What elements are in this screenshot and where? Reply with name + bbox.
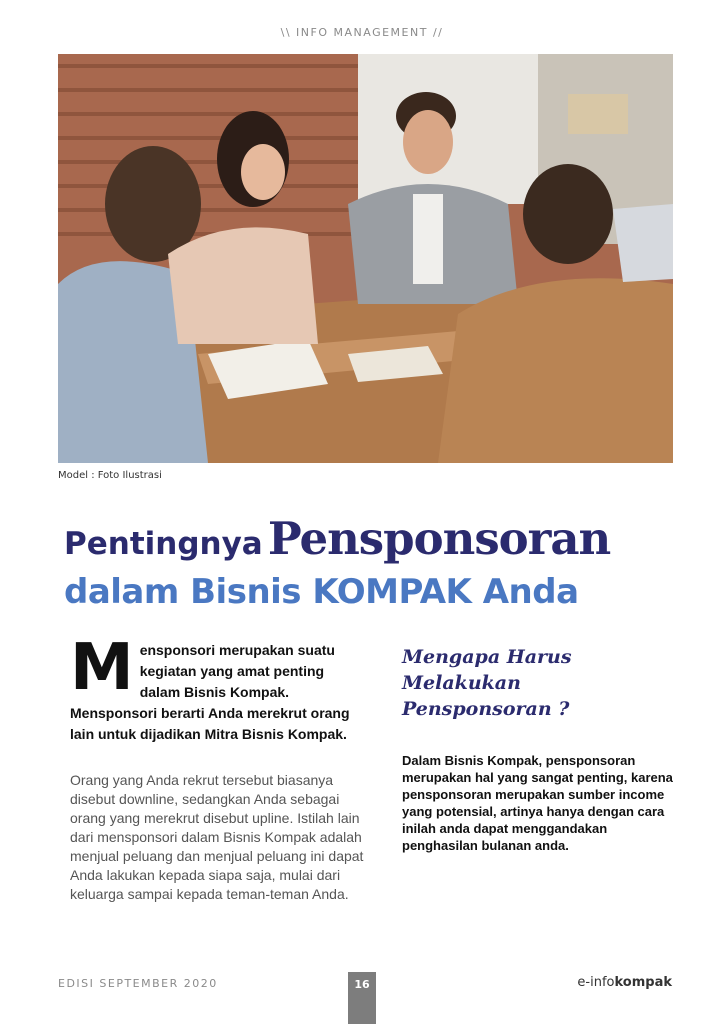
right-paragraph: Dalam Bisnis Kompak, pensponsoran merupakan hal yang sangat penting, karena pensponsoran merupakan sumber income yang potensial, artinya hanya dengan cara inilah anda dapat menggandakan penghasilan bulanan anda. — [402, 753, 673, 853]
meeting-photo — [58, 54, 673, 463]
left-column — [70, 631, 368, 904]
page-number: 16 — [354, 978, 370, 991]
right-column — [402, 644, 674, 854]
lead-paragraph: ensponsori merupakan suatu kegiatan yang amat penting dalam Bisnis Kompak. Mensponsori berarti Anda merekrut orang lain untuk dijadikan Mitra Bisnis Kompak. — [70, 642, 350, 742]
body-paragraph: Orang yang Anda rekrut tersebut biasanya disebut downline, sedangkan Anda sebagai orang yang merekrut disebut upline. Istilah lain dari mensponsori dalam Bisnis Kompak adalah menjual peluang dan menjual peluang ini dapat Anda lakukan kepada siapa saja, mulai dari keluarga sampai kepada teman-teman Anda. — [70, 772, 364, 902]
brand-bold: kompak — [614, 975, 672, 990]
article-title-line1 — [64, 512, 664, 565]
title-word-big: Pensponsoran — [267, 512, 611, 565]
section-header: \\ INFO MANAGEMENT // — [280, 26, 444, 39]
edition-label: EDISI SEPTEMBER 2020 — [58, 977, 218, 990]
brand-prefix: e-info — [577, 975, 615, 990]
drop-cap: M — [70, 631, 134, 705]
page-number-tab — [348, 972, 376, 1024]
section-subhead: Mengapa Harus Melakukan Pensponsoran ? — [402, 646, 572, 720]
article-title-line2: dalam Bisnis KOMPAK Anda — [64, 572, 579, 612]
brand-logo — [577, 975, 672, 990]
title-word-small: Pentingnya — [64, 526, 263, 562]
photo-caption: Model : Foto Ilustrasi — [58, 470, 162, 481]
